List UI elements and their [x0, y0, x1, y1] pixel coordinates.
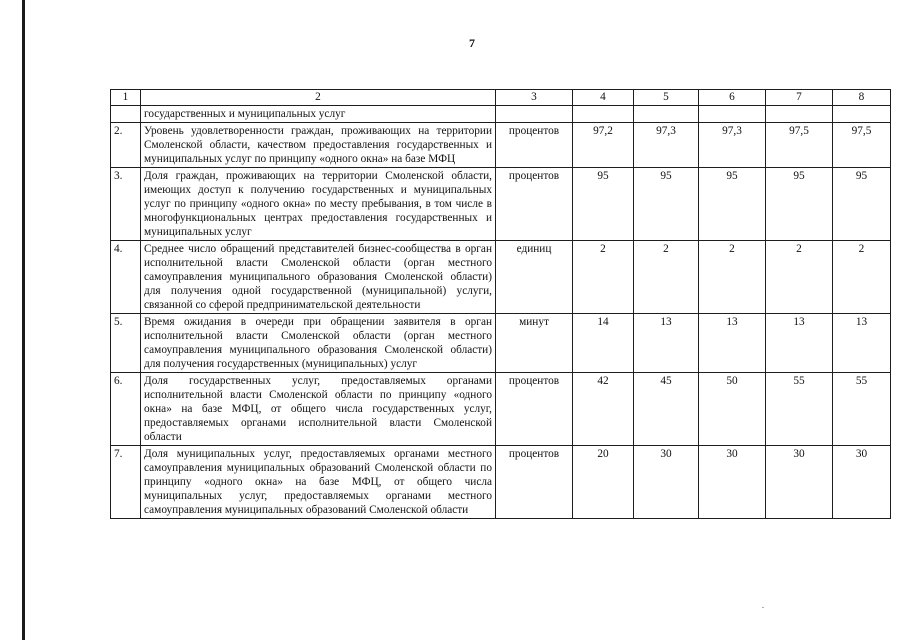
table-row: [111, 168, 891, 241]
value-cell: 97,2: [573, 123, 634, 168]
header-cell: 3: [496, 90, 573, 106]
row-number-cell: 3.: [111, 168, 141, 241]
unit-cell: [496, 106, 573, 123]
unit-cell: минут: [496, 314, 573, 373]
value-cell: [699, 106, 766, 123]
value-cell: 30: [766, 446, 833, 519]
value-cell: 42: [573, 373, 634, 446]
header-cell: 7: [766, 90, 833, 106]
value-cell: 95: [699, 168, 766, 241]
value-cell: 97,3: [634, 123, 699, 168]
value-cell: 97,5: [833, 123, 891, 168]
value-cell: 20: [573, 446, 634, 519]
table-row: [111, 446, 891, 519]
value-cell: 13: [833, 314, 891, 373]
header-cell: 4: [573, 90, 634, 106]
row-number-cell: 4.: [111, 241, 141, 314]
value-cell: 97,3: [699, 123, 766, 168]
value-cell: 97,5: [766, 123, 833, 168]
unit-cell: процентов: [496, 123, 573, 168]
header-cell: 5: [634, 90, 699, 106]
value-cell: [833, 106, 891, 123]
value-cell: [573, 106, 634, 123]
scan-speck: [762, 607, 764, 608]
value-cell: 55: [833, 373, 891, 446]
value-cell: 95: [634, 168, 699, 241]
value-cell: 13: [766, 314, 833, 373]
table-row: [111, 314, 891, 373]
header-cell: 1: [111, 90, 141, 106]
page-number: 7: [469, 36, 475, 50]
indicator-name-cell: Доля государственных услуг, предоставляемых органами исполнительной власти Смоленской области по принципу «одного окна» на базе МФЦ, от общего числа государственных услуг, предоставляемых органами исполнительной власти Смоленской области: [141, 373, 496, 446]
table-row: [111, 123, 891, 168]
value-cell: 2: [573, 241, 634, 314]
value-cell: 55: [766, 373, 833, 446]
continuation-row: [111, 106, 891, 123]
unit-cell: процентов: [496, 168, 573, 241]
row-number-cell: 2.: [111, 123, 141, 168]
value-cell: 13: [634, 314, 699, 373]
value-cell: 14: [573, 314, 634, 373]
table-row: [111, 241, 891, 314]
value-cell: 30: [634, 446, 699, 519]
header-cell: 6: [699, 90, 766, 106]
indicators-table: [110, 89, 891, 519]
value-cell: 45: [634, 373, 699, 446]
unit-cell: процентов: [496, 373, 573, 446]
value-cell: 2: [833, 241, 891, 314]
value-cell: 13: [699, 314, 766, 373]
row-number-cell: 6.: [111, 373, 141, 446]
indicator-name-cell: Доля муниципальных услуг, предоставляемых органами местного самоуправления муниципальных образований Смоленской области по принципу «одного окна» на базе МФЦ, от общего числа муниципальных услуг, предоставляемых органами местного самоуправления муниципальных образований Смоленской области: [141, 446, 496, 519]
value-cell: 50: [699, 373, 766, 446]
indicator-name-cell: Уровень удовлетворенности граждан, проживающих на территории Смоленской области, качеством предоставления государственных и муниципальных услуг по принципу «одного окна» на базе МФЦ: [141, 123, 496, 168]
row-number-cell: 7.: [111, 446, 141, 519]
header-row: [111, 90, 891, 106]
indicator-name-cell: Среднее число обращений представителей бизнес-сообщества в орган исполнительной власти Смоленской области (орган местного самоуправления муниципального образования Смоленской области) для получения одной государственной (муниципальной) услуги, связанной со сферой предпринимательской деятельности: [141, 241, 496, 314]
value-cell: 30: [833, 446, 891, 519]
header-cell: 8: [833, 90, 891, 106]
value-cell: 2: [634, 241, 699, 314]
table-row: [111, 373, 891, 446]
value-cell: [766, 106, 833, 123]
value-cell: 95: [573, 168, 634, 241]
indicator-name-cell: Доля граждан, проживающих на территории Смоленской области, имеющих доступ к получению государственных и муниципальных услуг по принципу «одного окна» по месту пребывания, в том числе в многофункциональных центрах предоставления государственных и муниципальных услуг: [141, 168, 496, 241]
indicator-name-cell: Время ожидания в очереди при обращении заявителя в орган исполнительной власти Смоленской области (орган местного самоуправления муниципального образования Смоленской области) для получения государственных (муниципальных) услуг: [141, 314, 496, 373]
unit-cell: процентов: [496, 446, 573, 519]
value-cell: 2: [766, 241, 833, 314]
value-cell: 95: [766, 168, 833, 241]
indicator-name-cell: государственных и муниципальных услуг: [141, 106, 496, 123]
row-number-cell: 5.: [111, 314, 141, 373]
row-number-cell: [111, 106, 141, 123]
value-cell: 30: [699, 446, 766, 519]
value-cell: 2: [699, 241, 766, 314]
value-cell: [634, 106, 699, 123]
value-cell: 95: [833, 168, 891, 241]
header-cell: 2: [141, 90, 496, 106]
unit-cell: единиц: [496, 241, 573, 314]
scan-border-line: [22, 0, 25, 640]
